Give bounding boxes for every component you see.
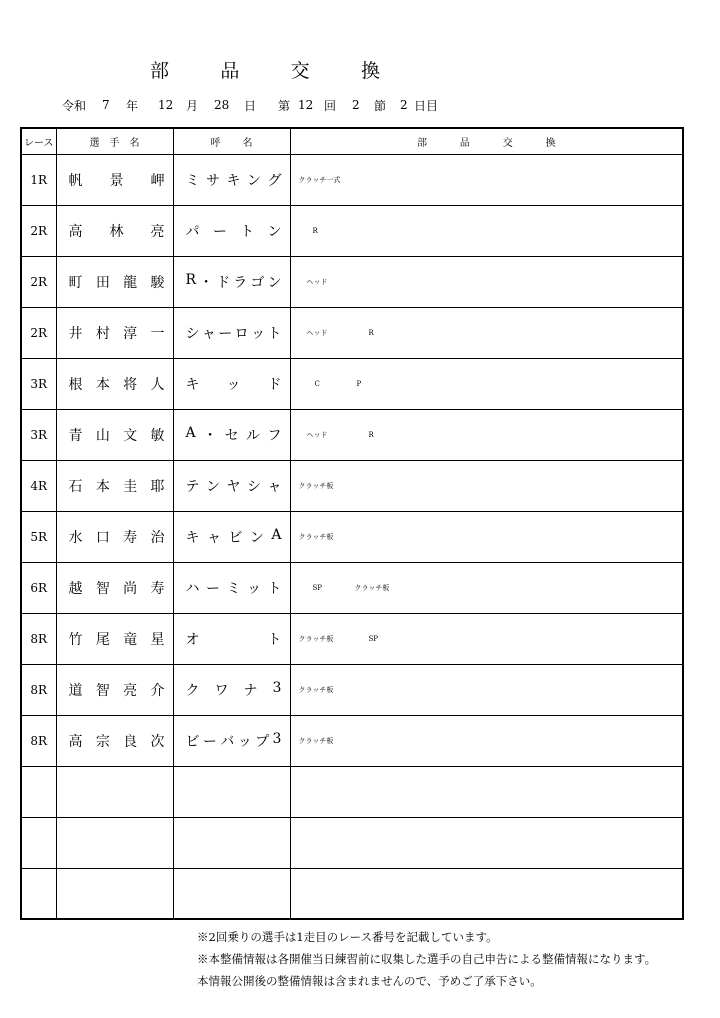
rider-nickname-char: ト bbox=[267, 580, 282, 597]
race-number bbox=[21, 766, 56, 817]
rider-name-char: 岬 bbox=[150, 172, 165, 189]
year-unit: 年 bbox=[126, 98, 139, 113]
table-header-row bbox=[21, 128, 683, 154]
rider-name-char: 星 bbox=[150, 631, 165, 648]
rider-nickname-char: キ bbox=[185, 376, 200, 393]
rider-name-char: 林 bbox=[109, 223, 124, 240]
section: 2 bbox=[352, 98, 360, 112]
rider-nickname-char: ン bbox=[267, 274, 282, 291]
parts-exchanged bbox=[290, 868, 683, 919]
parts-exchanged bbox=[290, 715, 683, 766]
rider-name-char: 良 bbox=[123, 733, 138, 750]
rider-name-char: 本 bbox=[95, 478, 110, 495]
header-race: レース bbox=[21, 128, 56, 154]
header-char: 部 bbox=[416, 137, 427, 149]
footnotes bbox=[197, 926, 656, 992]
race-number: 2R bbox=[21, 256, 56, 307]
part-entry: ヘッド bbox=[306, 328, 328, 337]
rider-nickname bbox=[173, 562, 290, 613]
race-number: 8R bbox=[21, 715, 56, 766]
rider-name-char: 竜 bbox=[123, 631, 138, 648]
part-entry: クラッチ板 bbox=[354, 583, 390, 592]
part-entry: ヘッド bbox=[306, 430, 328, 439]
header-char: 手 bbox=[109, 137, 120, 149]
rider-nickname bbox=[173, 664, 290, 715]
rider-nickname-char: ド bbox=[267, 376, 282, 393]
rider-name-char: 尚 bbox=[123, 580, 138, 597]
part-entry: SP bbox=[368, 634, 379, 643]
rider-nickname-char: ラ bbox=[233, 274, 248, 291]
part-entry: ヘッド bbox=[306, 277, 328, 286]
rider-nickname-char: ー bbox=[202, 733, 217, 750]
rider-name-char: 町 bbox=[68, 274, 83, 291]
footnote: ※本整備情報は各開催当日練習前に収集した選手の自己申告による整備情報になります。 bbox=[197, 952, 657, 966]
rider-name-char: 尾 bbox=[95, 631, 110, 648]
rider-nickname-char: ー bbox=[206, 580, 220, 597]
rider-name bbox=[56, 256, 173, 307]
rider-nickname-char: ャ bbox=[206, 529, 221, 546]
table-row bbox=[21, 715, 683, 766]
rider-name-char: 治 bbox=[150, 529, 165, 546]
parts-exchanged bbox=[290, 358, 683, 409]
rider-name-char: 介 bbox=[150, 682, 165, 699]
rider-name bbox=[56, 307, 173, 358]
parts-exchanged bbox=[290, 307, 683, 358]
rider-nickname-char: グ bbox=[267, 172, 282, 189]
table-row bbox=[21, 613, 683, 664]
meet-prefix: 第 bbox=[278, 98, 291, 113]
table-row bbox=[21, 766, 683, 817]
rider-nickname-char: ナ bbox=[243, 682, 258, 699]
rider-name-char: 文 bbox=[123, 427, 138, 444]
rider-nickname-char: ン bbox=[247, 172, 261, 189]
rider-name-char: 口 bbox=[95, 529, 110, 546]
rider-nickname-char: 3 bbox=[272, 679, 282, 696]
header-char: 品 bbox=[459, 137, 470, 149]
header-char: 名 bbox=[242, 137, 253, 149]
rider-nickname-char: バ bbox=[220, 733, 235, 750]
race-number bbox=[21, 817, 56, 868]
header-nickname bbox=[173, 128, 290, 154]
parts-exchanged bbox=[290, 511, 683, 562]
rider-name bbox=[56, 613, 173, 664]
rider-nickname-char: ヤ bbox=[226, 478, 241, 495]
rider-name-char: 智 bbox=[95, 682, 110, 699]
table-row bbox=[21, 409, 683, 460]
header-char: 換 bbox=[545, 137, 556, 149]
rider-nickname-char: シ bbox=[185, 325, 200, 342]
rider-nickname-char: ン bbox=[267, 223, 282, 240]
rider-nickname-char: パ bbox=[185, 223, 200, 240]
rider-name-char: 寿 bbox=[150, 580, 165, 597]
year: 7 bbox=[102, 98, 110, 112]
rider-name bbox=[56, 205, 173, 256]
table-row bbox=[21, 460, 683, 511]
rider-name-char: 田 bbox=[95, 274, 110, 291]
table-row bbox=[21, 562, 683, 613]
rider-nickname-char: ・ bbox=[199, 274, 214, 291]
part-entry: クラッチ板 bbox=[298, 481, 334, 490]
rider-name-char: 耶 bbox=[150, 478, 165, 495]
rider-name-char: 越 bbox=[68, 580, 83, 597]
rider-nickname-char: ャ bbox=[201, 325, 216, 342]
parts-exchanged bbox=[290, 766, 683, 817]
rider-nickname bbox=[173, 766, 290, 817]
parts-exchanged bbox=[290, 460, 683, 511]
rider-name-char: 一 bbox=[150, 325, 165, 342]
table-row bbox=[21, 868, 683, 919]
race-number: 8R bbox=[21, 613, 56, 664]
parts-exchanged bbox=[290, 664, 683, 715]
rider-name-char: 景 bbox=[109, 172, 124, 189]
table-row bbox=[21, 307, 683, 358]
rider-name bbox=[56, 511, 173, 562]
table-row bbox=[21, 511, 683, 562]
rider-nickname-char: ッ bbox=[251, 325, 266, 342]
rider-nickname-char: ー bbox=[218, 325, 233, 342]
race-number: 2R bbox=[21, 205, 56, 256]
rider-name-char: 寿 bbox=[123, 529, 138, 546]
race-number: 3R bbox=[21, 409, 56, 460]
part-entry: クラッチ板 bbox=[298, 685, 334, 694]
rider-nickname-char: A bbox=[185, 424, 196, 441]
rider-nickname-char: ト bbox=[240, 223, 255, 240]
rider-nickname-char: ー bbox=[212, 223, 227, 240]
race-number: 6R bbox=[21, 562, 56, 613]
rider-nickname bbox=[173, 511, 290, 562]
rider-name-char: 敏 bbox=[150, 427, 165, 444]
table-row bbox=[21, 205, 683, 256]
rider-nickname-char: ン bbox=[249, 529, 264, 546]
header-char: 交 bbox=[502, 137, 513, 149]
rider-nickname-char: オ bbox=[185, 631, 200, 648]
section-unit: 節 bbox=[374, 98, 387, 113]
rider-nickname-char: ミ bbox=[185, 172, 200, 189]
day-unit: 日 bbox=[244, 98, 257, 113]
rider-nickname bbox=[173, 715, 290, 766]
rider-name-char: 智 bbox=[95, 580, 110, 597]
rider-nickname bbox=[173, 358, 290, 409]
rider-name-char: 本 bbox=[95, 376, 110, 393]
rider-nickname bbox=[173, 817, 290, 868]
rider-nickname bbox=[173, 307, 290, 358]
rider-nickname bbox=[173, 154, 290, 205]
race-number: 8R bbox=[21, 664, 56, 715]
rider-nickname-char: ッ bbox=[247, 580, 261, 597]
parts-exchanged bbox=[290, 817, 683, 868]
rider-name-char: 高 bbox=[68, 223, 83, 240]
parts-exchanged bbox=[290, 409, 683, 460]
rider-name-char: 亮 bbox=[123, 682, 138, 699]
part-entry: R bbox=[368, 430, 374, 439]
rider-nickname-char: ・ bbox=[203, 427, 218, 444]
parts-exchanged bbox=[290, 613, 683, 664]
rider-name-char: 将 bbox=[123, 376, 138, 393]
part-entry: SP bbox=[312, 583, 323, 592]
rider-name-char: 次 bbox=[150, 733, 165, 750]
race-number: 3R bbox=[21, 358, 56, 409]
rider-name-char: 人 bbox=[150, 376, 165, 393]
race-number: 4R bbox=[21, 460, 56, 511]
rider-nickname-char: シ bbox=[247, 478, 261, 495]
rider-nickname-char: ビ bbox=[228, 529, 243, 546]
race-number: 5R bbox=[21, 511, 56, 562]
footnote: 本情報公開後の整備情報は含まれませんので、予めご了承下さい。 bbox=[197, 974, 542, 988]
rider-nickname-char: 3 bbox=[272, 730, 282, 747]
race-number bbox=[21, 868, 56, 919]
meet-day-unit: 日目 bbox=[414, 98, 439, 113]
rider-nickname-char: セ bbox=[224, 427, 239, 444]
rider-name bbox=[56, 562, 173, 613]
table-row bbox=[21, 358, 683, 409]
meet-unit: 回 bbox=[324, 98, 337, 113]
race-number: 1R bbox=[21, 154, 56, 205]
table-row bbox=[21, 256, 683, 307]
rider-name-char: 亮 bbox=[150, 223, 165, 240]
race-number: 2R bbox=[21, 307, 56, 358]
rider-name bbox=[56, 358, 173, 409]
rider-nickname-char: ッ bbox=[237, 733, 252, 750]
era: 令和 bbox=[62, 98, 87, 113]
rider-name bbox=[56, 817, 173, 868]
rider-nickname-char: A bbox=[271, 526, 282, 543]
table-row bbox=[21, 154, 683, 205]
rider-nickname-char: キ bbox=[185, 529, 200, 546]
rider-nickname-char: フ bbox=[267, 427, 282, 444]
rider-name bbox=[56, 154, 173, 205]
rider-nickname-char: ャ bbox=[267, 478, 282, 495]
header-char: 呼 bbox=[210, 137, 221, 149]
rider-nickname-char: ン bbox=[206, 478, 220, 495]
rider-nickname-char: ッ bbox=[226, 376, 241, 393]
header-char: 選 bbox=[89, 137, 100, 149]
header-parts bbox=[290, 128, 683, 154]
rider-name-char: 青 bbox=[68, 427, 83, 444]
day: 28 bbox=[214, 98, 230, 112]
title-char: 品 bbox=[220, 60, 240, 82]
part-entry: R bbox=[312, 226, 318, 235]
month-unit: 月 bbox=[186, 98, 199, 113]
rider-name bbox=[56, 715, 173, 766]
rider-nickname-char: ト bbox=[267, 631, 282, 648]
rider-name-char: 龍 bbox=[123, 274, 138, 291]
part-entry: P bbox=[356, 379, 362, 388]
rider-nickname-char: ミ bbox=[226, 580, 241, 597]
rider-nickname-char: ゴ bbox=[250, 274, 265, 291]
rider-name-char: 道 bbox=[68, 682, 83, 699]
part-entry: クラッチ板 bbox=[298, 634, 334, 643]
table-row bbox=[21, 817, 683, 868]
rider-name-char: 水 bbox=[68, 529, 83, 546]
rider-nickname bbox=[173, 460, 290, 511]
part-entry: クラッチ板 bbox=[298, 532, 334, 541]
title-char: 部 bbox=[150, 60, 170, 82]
rider-name-char: 高 bbox=[68, 733, 83, 750]
rider-nickname-char: ワ bbox=[214, 682, 229, 699]
meet-number: 12 bbox=[298, 98, 314, 112]
rider-nickname-char: キ bbox=[226, 172, 241, 189]
rider-name-char: 帆 bbox=[68, 172, 83, 189]
rider-nickname-char: ト bbox=[267, 325, 282, 342]
rider-nickname-char: ド bbox=[216, 274, 231, 291]
rider-nickname bbox=[173, 256, 290, 307]
rider-nickname-char: サ bbox=[206, 172, 220, 189]
rider-name bbox=[56, 460, 173, 511]
footnote: ※2回乗りの選手は1走目のレース番号を記載しています。 bbox=[197, 930, 498, 944]
rider-nickname-char: ク bbox=[185, 682, 200, 699]
page-title bbox=[150, 56, 380, 82]
rider-name-char: 根 bbox=[68, 376, 83, 393]
rider-nickname-char: ル bbox=[246, 427, 261, 444]
meet-day: 2 bbox=[400, 98, 408, 112]
rider-name-char: 宗 bbox=[95, 733, 110, 750]
rider-name bbox=[56, 409, 173, 460]
rider-name bbox=[56, 664, 173, 715]
title-char: 換 bbox=[360, 60, 380, 82]
rider-nickname-char: プ bbox=[255, 733, 270, 750]
rider-name-char: 淳 bbox=[123, 325, 138, 342]
parts-exchanged bbox=[290, 154, 683, 205]
rider-nickname bbox=[173, 409, 290, 460]
rider-nickname-char: ロ bbox=[234, 325, 249, 342]
header-char: 名 bbox=[129, 137, 140, 149]
rider-name-char: 井 bbox=[68, 325, 83, 342]
parts-exchange-table bbox=[20, 127, 684, 920]
rider-name-char: 竹 bbox=[68, 631, 83, 648]
rider-name bbox=[56, 868, 173, 919]
rider-name-char: 山 bbox=[95, 427, 110, 444]
rider-name bbox=[56, 766, 173, 817]
part-entry: クラッチ板 bbox=[298, 736, 334, 745]
rider-nickname bbox=[173, 868, 290, 919]
header-rider bbox=[56, 128, 173, 154]
rider-nickname bbox=[173, 205, 290, 256]
rider-nickname bbox=[173, 613, 290, 664]
rider-nickname-char: テ bbox=[185, 478, 200, 495]
part-entry: R bbox=[368, 328, 374, 337]
rider-nickname-char: R bbox=[185, 271, 197, 288]
date-line bbox=[62, 97, 438, 113]
parts-exchanged bbox=[290, 256, 683, 307]
rider-name-char: 圭 bbox=[123, 478, 138, 495]
rider-name-char: 村 bbox=[95, 325, 110, 342]
title-char: 交 bbox=[290, 60, 310, 82]
part-entry: C bbox=[314, 379, 320, 388]
rider-nickname-char: ビ bbox=[185, 733, 200, 750]
parts-exchanged bbox=[290, 205, 683, 256]
month: 12 bbox=[158, 98, 174, 112]
rider-name-char: 石 bbox=[68, 478, 83, 495]
table-row bbox=[21, 664, 683, 715]
parts-exchanged bbox=[290, 562, 683, 613]
part-entry: クラッチ一式 bbox=[298, 175, 341, 184]
rider-name-char: 駿 bbox=[150, 274, 165, 291]
rider-nickname-char: ハ bbox=[185, 580, 200, 597]
